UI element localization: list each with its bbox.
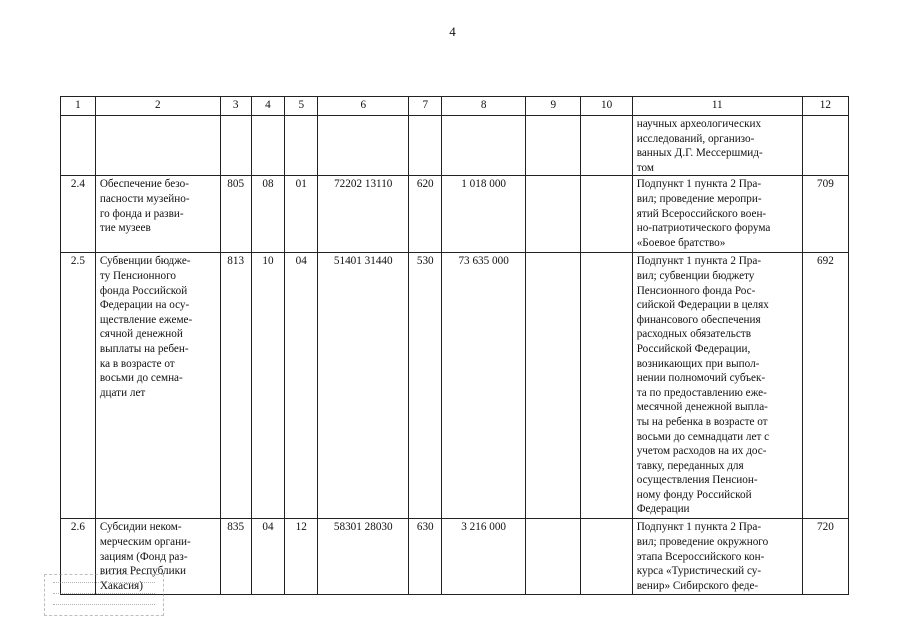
empty-cell bbox=[526, 253, 581, 519]
budget-table bbox=[60, 96, 849, 595]
code-cell: 08 bbox=[251, 176, 285, 253]
basis-text: Подпункт 1 пункта 2 Пра- вил; субвенции бюджету Пенсионного фонда Рос- сийской Федерации в целях финансового обеспечения расходных обязательств Российской Федерации, возникающих при выпол- нении полномочий субъек- та по предоставлению еже- месячной денежной выпла- ты на ребенка в возрасте от восьми до семнадцати лет с учетом расходов на их дос- тавку, переданных для осуществления Пенсион- ному фонду Российской Федерации bbox=[632, 253, 802, 519]
column-header-11: 11 bbox=[632, 97, 802, 116]
code-cell bbox=[409, 116, 442, 176]
code-cell: 51401 31440 bbox=[318, 253, 409, 519]
code-cell bbox=[220, 116, 251, 176]
code-cell: 530 bbox=[409, 253, 442, 519]
column-header-12: 12 bbox=[802, 97, 848, 116]
code-cell: 10 bbox=[251, 253, 285, 519]
column-header-6: 6 bbox=[318, 97, 409, 116]
table-row bbox=[61, 176, 849, 253]
stamp-line bbox=[53, 582, 155, 586]
header-row bbox=[61, 97, 849, 116]
item-name: Субвенции бюдже- ту Пенсионного фонда Российской Федерации на осу- ществление ежеме- сячной денежной выплаты на ребен- ка в возрасте от восьми до семна- дцати лет bbox=[95, 253, 220, 519]
code-cell: 835 bbox=[220, 519, 251, 595]
row-number bbox=[61, 116, 96, 176]
code-cell: 58301 28030 bbox=[318, 519, 409, 595]
code-cell: 04 bbox=[251, 519, 285, 595]
column-header-5: 5 bbox=[285, 97, 318, 116]
basis-text: Подпункт 1 пункта 2 Пра- вил; проведение окружного этапа Всероссийского кон- курса «Туристический су- венир» Сибирского феде- bbox=[632, 519, 802, 595]
empty-cell bbox=[581, 176, 632, 253]
row-number: 2.4 bbox=[61, 176, 96, 253]
stamp-mark bbox=[44, 574, 164, 616]
empty-cell bbox=[581, 116, 632, 176]
item-name: Обеспечение безо- пасности музейно- го фонда и разви- тие музеев bbox=[95, 176, 220, 253]
stamp-line bbox=[53, 593, 155, 597]
code-cell bbox=[318, 116, 409, 176]
basis-text: Подпункт 1 пункта 2 Пра- вил; проведение меропри- ятий Всероссийского воен- но-патриотического форума «Боевое братство» bbox=[632, 176, 802, 253]
empty-cell bbox=[581, 519, 632, 595]
amount-cell: 3 216 000 bbox=[442, 519, 526, 595]
column-header-7: 7 bbox=[409, 97, 442, 116]
basis-text: научных археологических исследований, организо- ванных Д.Г. Мессершмид- том bbox=[632, 116, 802, 176]
code-cell: 01 bbox=[285, 176, 318, 253]
amount-cell: 73 635 000 bbox=[442, 253, 526, 519]
row-number: 2.6 bbox=[61, 519, 96, 595]
column-header-3: 3 bbox=[220, 97, 251, 116]
page-number: 4 bbox=[449, 24, 456, 39]
empty-cell bbox=[526, 519, 581, 595]
item-name bbox=[95, 116, 220, 176]
code-cell: 630 bbox=[409, 519, 442, 595]
code-cell: 805 bbox=[220, 176, 251, 253]
empty-cell bbox=[526, 116, 581, 176]
column-header-2: 2 bbox=[95, 97, 220, 116]
code-cell: 813 bbox=[220, 253, 251, 519]
code-cell: 04 bbox=[285, 253, 318, 519]
ref-number: 709 bbox=[802, 176, 848, 253]
column-header-8: 8 bbox=[442, 97, 526, 116]
empty-cell bbox=[526, 176, 581, 253]
item-name: Субсидии неком- мерческим органи- зациям (Фонд раз- вития Республики Хакасия) bbox=[95, 519, 220, 595]
ref-number: 720 bbox=[802, 519, 848, 595]
code-cell: 72202 13110 bbox=[318, 176, 409, 253]
code-cell bbox=[285, 116, 318, 176]
table-row bbox=[61, 116, 849, 176]
column-header-4: 4 bbox=[251, 97, 285, 116]
code-cell: 620 bbox=[409, 176, 442, 253]
row-number: 2.5 bbox=[61, 253, 96, 519]
column-header-1: 1 bbox=[61, 97, 96, 116]
empty-cell bbox=[581, 253, 632, 519]
code-cell bbox=[251, 116, 285, 176]
ref-number: 692 bbox=[802, 253, 848, 519]
ref-number bbox=[802, 116, 848, 176]
column-header-10: 10 bbox=[581, 97, 632, 116]
table-row bbox=[61, 519, 849, 595]
code-cell: 12 bbox=[285, 519, 318, 595]
table-row bbox=[61, 253, 849, 519]
amount-cell: 1 018 000 bbox=[442, 176, 526, 253]
stamp-line bbox=[53, 604, 155, 608]
amount-cell bbox=[442, 116, 526, 176]
column-header-9: 9 bbox=[526, 97, 581, 116]
